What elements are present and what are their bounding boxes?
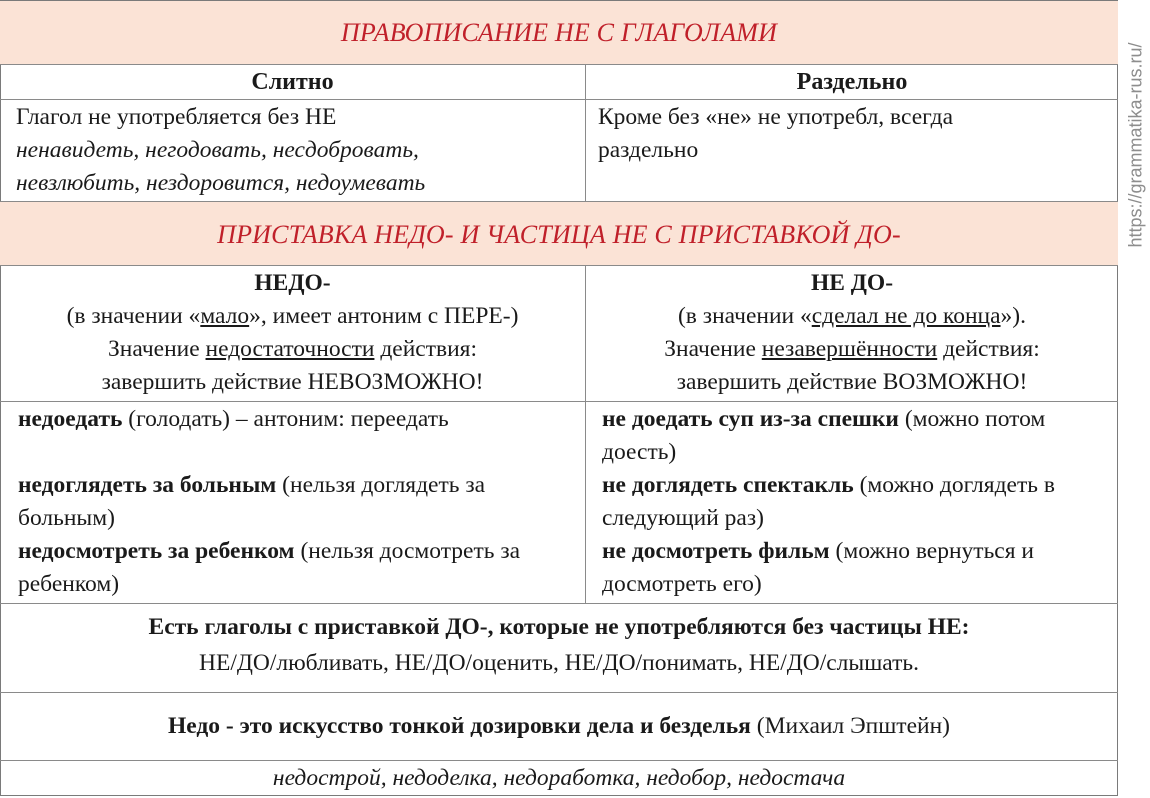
quote-cell [0, 693, 1118, 760]
ne-do-meaning: (в значении «сделал не до конца»). [677, 303, 1026, 329]
nedo-heading: НЕДО- [254, 270, 331, 296]
together-rule: Глагол не употребляется без НЕ [16, 104, 337, 130]
ne-do-example: не досмотреть фильм (можно вернуться и досмотреть его) [602, 538, 1034, 597]
nedo-value: Значение недостаточности действия: [107, 336, 477, 362]
quote-text: Недо - это искусство тонкой дозировки дела и безделья [168, 713, 751, 739]
column-header-together: Слитно [251, 69, 334, 95]
ne-do-example: не доглядеть спектакль (можно доглядеть в следующий раз) [602, 472, 1055, 531]
do-prefix-rule: Есть глаголы с приставкой ДО-, которые не употребляются без частицы НЕ: [148, 614, 970, 640]
section-title-text: ПРАВОПИСАНИЕ НЕ С ГЛАГОЛАМИ [340, 18, 778, 47]
divider [0, 265, 1118, 266]
nedo-example: недосмотреть за ребенком (нельзя досмотреть за ребенком) [18, 538, 521, 597]
quote-author: (Михаил Эпштейн) [750, 713, 950, 739]
ne-do-example: не доедать суп из-за спешки (можно потом доесть) [602, 406, 1046, 465]
nedo-meaning: (в значении «мало», имеет антоним с ПЕРЕ-) [66, 303, 519, 329]
separate-rule-cell [598, 101, 1113, 167]
ne-do-finish: завершить действие ВОЗМОЖНО! [676, 369, 1028, 395]
do-prefix-examples: НЕ/ДО/любливать, НЕ/ДО/оценить, НЕ/ДО/понимать, НЕ/ДО/слышать. [199, 650, 919, 676]
ne-do-examples-cell [602, 403, 1116, 601]
nedo-examples-cell [18, 403, 578, 601]
do-prefix-rule-cell [0, 609, 1118, 681]
separate-rule-line1: Кроме без «не» не употребл, всегда [598, 104, 954, 130]
column-header-separate: Раздельно [796, 69, 908, 95]
nedo-example: недоедать (голодать) – антоним: переедать [18, 406, 449, 432]
together-examples-line1: ненавидеть, негодовать, несдобровать, [16, 137, 419, 163]
section-title-text: ПРИСТАВКА НЕДО- И ЧАСТИЦА НЕ С ПРИСТАВКОЙ ДО- [217, 220, 901, 249]
nedo-definition-cell [0, 267, 585, 399]
together-examples-line2: невзлюбить, нездоровится, недоумевать [16, 170, 426, 196]
footer-examples: недострой, недоделка, недоработка, недобор, недостача [272, 765, 846, 791]
ne-do-heading: НЕ ДО- [810, 270, 894, 296]
divider [0, 603, 1118, 604]
section-title-not-with-verbs [0, 1, 1118, 64]
ne-do-definition-cell [586, 267, 1118, 399]
together-rule-cell [16, 101, 581, 200]
column-divider [585, 65, 586, 201]
nedo-example: недоглядеть за больным (нельзя доглядеть за больным) [18, 472, 486, 531]
section-title-nedo-prefix [0, 202, 1118, 265]
column-divider [585, 266, 586, 603]
separate-rule-line2: раздельно [598, 137, 699, 163]
nedo-finish: завершить действие НЕВОЗМОЖНО! [101, 369, 484, 395]
ne-do-value: Значение незавершённости действия: [664, 336, 1040, 362]
divider [0, 99, 1118, 100]
watermark-text: https://grammatika-rus.ru/ [1125, 42, 1146, 248]
site-watermark [1122, 0, 1150, 290]
divider [0, 401, 1118, 402]
